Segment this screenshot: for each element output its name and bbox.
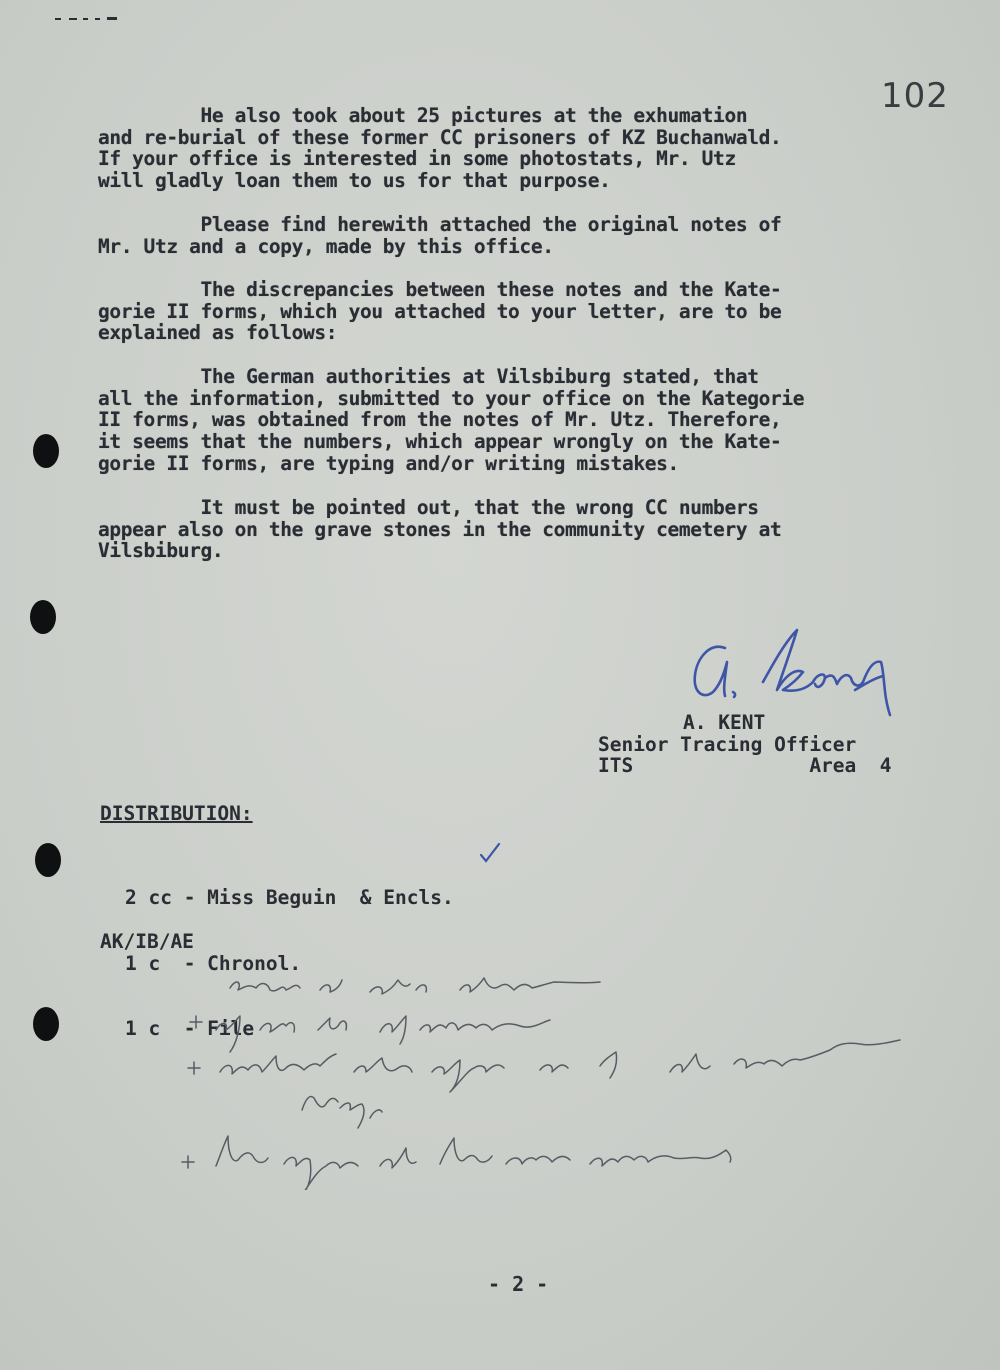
distribution-item: 2 cc - Miss Beguin & Encls.	[125, 886, 454, 910]
paragraph-discrepancies: The discrepancies between these notes and the Kate- gorie II forms, which you attached to your letter, are to be explained as follows:	[98, 278, 782, 345]
punch-hole	[35, 843, 61, 877]
punch-hole	[33, 434, 59, 468]
signatory-title: Senior Tracing Officer	[598, 732, 857, 756]
paragraph-pictures: He also took about 25 pictures at the exhumation and re-burial of these former CC prisoners of KZ Buchanwald. If your office is interested in some photostats, Mr. Utz will gladly loan them to us for that purpose.	[98, 104, 782, 193]
paragraph-german-authorities: The German authorities at Vilsbiburg stated, that all the information, submitted to your office on the Kategorie II forms, was obtained from the notes of Mr. Utz. Therefore, it seems that the numbers, which appear wrongly on the Kate- gorie II forms, are typing and/or writing mistakes.	[98, 365, 805, 475]
top-ink-mark	[55, 16, 117, 22]
punch-hole	[30, 600, 56, 634]
paragraph-attached-notes: Please find herewith attached the original notes of Mr. Utz and a copy, made by this office.	[98, 213, 782, 258]
punch-hole	[33, 1007, 59, 1041]
reference-initials: AK/IB/AE	[100, 930, 194, 953]
signatory-org: ITS Area 4	[598, 754, 892, 778]
distribution-item: 1 c - File	[125, 1016, 255, 1040]
page-number-stamp: 102	[881, 76, 949, 116]
page-footer-number: - 2 -	[488, 1272, 549, 1296]
distribution-item: 1 c - Chronol.	[125, 951, 302, 975]
pencil-handwritten-notes	[170, 960, 930, 1190]
signatory-name: A. KENT	[683, 711, 766, 734]
paragraph-wrong-numbers: It must be pointed out, that the wrong CC numbers appear also on the grave stones in the community cemetery at Vilsbiburg.	[98, 496, 782, 563]
distribution-heading: DISTRIBUTION:	[100, 802, 253, 825]
checkmark-icon	[478, 842, 502, 864]
